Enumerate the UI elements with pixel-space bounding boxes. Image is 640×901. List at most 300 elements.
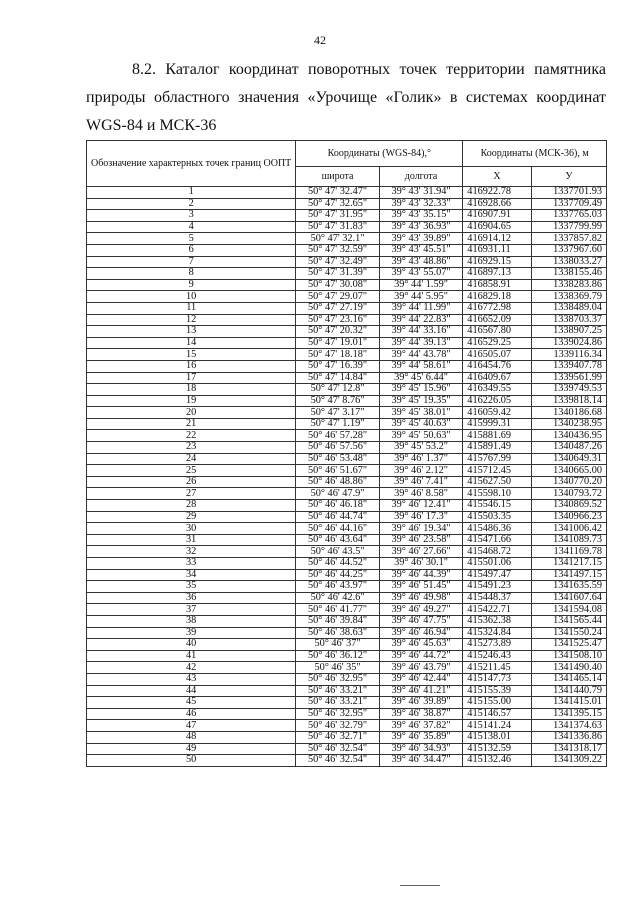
table-row bbox=[87, 581, 607, 593]
x-cell: 416858.91 bbox=[463, 279, 531, 291]
table-row bbox=[87, 615, 607, 627]
table-row bbox=[87, 395, 607, 407]
header-y: У bbox=[531, 167, 606, 187]
y-cell: 1341525.47 bbox=[531, 639, 606, 651]
point-number: 18 bbox=[87, 384, 296, 396]
longitude-cell: 39° 46' 34.47" bbox=[379, 755, 463, 767]
point-number: 43 bbox=[87, 673, 296, 685]
y-cell: 1340186.68 bbox=[531, 407, 606, 419]
longitude-cell: 39° 46' 38.87" bbox=[379, 708, 463, 720]
latitude-cell: 50° 47' 12.8" bbox=[296, 384, 380, 396]
table-row bbox=[87, 592, 607, 604]
point-number: 1 bbox=[87, 187, 296, 199]
longitude-cell: 39° 46' 47.75" bbox=[379, 615, 463, 627]
table-row bbox=[87, 407, 607, 419]
longitude-cell: 39° 45' 38.01" bbox=[379, 407, 463, 419]
x-cell: 415138.01 bbox=[463, 731, 531, 743]
x-cell: 415712.45 bbox=[463, 465, 531, 477]
table-row bbox=[87, 349, 607, 361]
longitude-cell: 39° 46' 43.79" bbox=[379, 662, 463, 674]
table-row bbox=[87, 697, 607, 709]
latitude-cell: 50° 47' 16.39" bbox=[296, 360, 380, 372]
longitude-cell: 39° 46' 2.12" bbox=[379, 465, 463, 477]
longitude-cell: 39° 43' 48.86" bbox=[379, 256, 463, 268]
table-row bbox=[87, 221, 607, 233]
latitude-cell: 50° 46' 43.5" bbox=[296, 546, 380, 558]
y-cell: 1339818.14 bbox=[531, 395, 606, 407]
table-row bbox=[87, 326, 607, 338]
latitude-cell: 50° 46' 48.86" bbox=[296, 476, 380, 488]
point-number: 24 bbox=[87, 453, 296, 465]
y-cell: 1337765.03 bbox=[531, 210, 606, 222]
header-wgs84: Координаты (WGS-84),° bbox=[296, 141, 463, 167]
latitude-cell: 50° 46' 44.74" bbox=[296, 511, 380, 523]
point-number: 35 bbox=[87, 581, 296, 593]
table-body bbox=[87, 187, 607, 767]
latitude-cell: 50° 47' 29.07" bbox=[296, 291, 380, 303]
x-cell: 415497.47 bbox=[463, 569, 531, 581]
x-cell: 415881.69 bbox=[463, 430, 531, 442]
latitude-cell: 50° 47' 27.19" bbox=[296, 302, 380, 314]
x-cell: 415362.38 bbox=[463, 615, 531, 627]
longitude-cell: 39° 46' 12.41" bbox=[379, 500, 463, 512]
header-point-label: Обозначение характерных точек границ ООПТ bbox=[87, 141, 296, 187]
y-cell: 1337709.49 bbox=[531, 198, 606, 210]
point-number: 39 bbox=[87, 627, 296, 639]
latitude-cell: 50° 46' 46.18" bbox=[296, 500, 380, 512]
longitude-cell: 39° 44' 39.13" bbox=[379, 337, 463, 349]
table-row bbox=[87, 569, 607, 581]
y-cell: 1341635.59 bbox=[531, 581, 606, 593]
x-cell: 416931.11 bbox=[463, 244, 531, 256]
latitude-cell: 50° 46' 43.64" bbox=[296, 534, 380, 546]
x-cell: 415273.89 bbox=[463, 639, 531, 651]
point-number: 2 bbox=[87, 198, 296, 210]
x-cell: 415491.23 bbox=[463, 581, 531, 593]
x-cell: 415448.37 bbox=[463, 592, 531, 604]
table-row bbox=[87, 256, 607, 268]
y-cell: 1338907.25 bbox=[531, 326, 606, 338]
latitude-cell: 50° 46' 44.52" bbox=[296, 558, 380, 570]
longitude-cell: 39° 43' 36.93" bbox=[379, 221, 463, 233]
latitude-cell: 50° 47' 18.18" bbox=[296, 349, 380, 361]
x-cell: 415147.73 bbox=[463, 673, 531, 685]
longitude-cell: 39° 46' 51.45" bbox=[379, 581, 463, 593]
table-row bbox=[87, 604, 607, 616]
table-row bbox=[87, 755, 607, 767]
table-row bbox=[87, 465, 607, 477]
y-cell: 1340487.26 bbox=[531, 442, 606, 454]
y-cell: 1338489.04 bbox=[531, 302, 606, 314]
header-longitude: долгота bbox=[379, 167, 463, 187]
x-cell: 415246.43 bbox=[463, 650, 531, 662]
y-cell: 1341565.44 bbox=[531, 615, 606, 627]
x-cell: 416059.42 bbox=[463, 407, 531, 419]
longitude-cell: 39° 43' 55.07" bbox=[379, 268, 463, 280]
table-row bbox=[87, 662, 607, 674]
point-number: 41 bbox=[87, 650, 296, 662]
point-number: 21 bbox=[87, 418, 296, 430]
latitude-cell: 50° 46' 32.95" bbox=[296, 708, 380, 720]
x-cell: 416907.91 bbox=[463, 210, 531, 222]
y-cell: 1338703.37 bbox=[531, 314, 606, 326]
point-number: 45 bbox=[87, 697, 296, 709]
x-cell: 415598.10 bbox=[463, 488, 531, 500]
y-cell: 1341607.64 bbox=[531, 592, 606, 604]
latitude-cell: 50° 46' 36.12" bbox=[296, 650, 380, 662]
y-cell: 1341490.40 bbox=[531, 662, 606, 674]
x-cell: 415486.36 bbox=[463, 523, 531, 535]
point-number: 38 bbox=[87, 615, 296, 627]
point-number: 3 bbox=[87, 210, 296, 222]
table-row bbox=[87, 314, 607, 326]
latitude-cell: 50° 47' 19.01" bbox=[296, 337, 380, 349]
point-number: 13 bbox=[87, 326, 296, 338]
y-cell: 1341440.79 bbox=[531, 685, 606, 697]
x-cell: 415891.49 bbox=[463, 442, 531, 454]
point-number: 10 bbox=[87, 291, 296, 303]
y-cell: 1341318.17 bbox=[531, 743, 606, 755]
point-number: 17 bbox=[87, 372, 296, 384]
table-row bbox=[87, 268, 607, 280]
x-cell: 415132.46 bbox=[463, 755, 531, 767]
coordinates-table bbox=[86, 140, 607, 767]
x-cell: 416454.76 bbox=[463, 360, 531, 372]
point-number: 46 bbox=[87, 708, 296, 720]
y-cell: 1341089.73 bbox=[531, 534, 606, 546]
point-number: 28 bbox=[87, 500, 296, 512]
point-number: 19 bbox=[87, 395, 296, 407]
latitude-cell: 50° 46' 33.21" bbox=[296, 685, 380, 697]
x-cell: 415211.45 bbox=[463, 662, 531, 674]
y-cell: 1339561.99 bbox=[531, 372, 606, 384]
latitude-cell: 50° 46' 32.79" bbox=[296, 720, 380, 732]
x-cell: 416914.12 bbox=[463, 233, 531, 245]
table-row bbox=[87, 500, 607, 512]
longitude-cell: 39° 46' 8.58" bbox=[379, 488, 463, 500]
y-cell: 1341415.01 bbox=[531, 697, 606, 709]
latitude-cell: 50° 47' 32.1" bbox=[296, 233, 380, 245]
longitude-cell: 39° 46' 35.89" bbox=[379, 731, 463, 743]
y-cell: 1340770.20 bbox=[531, 476, 606, 488]
table-row bbox=[87, 430, 607, 442]
point-number: 4 bbox=[87, 221, 296, 233]
latitude-cell: 50° 46' 53.48" bbox=[296, 453, 380, 465]
x-cell: 416226.05 bbox=[463, 395, 531, 407]
x-cell: 415141.24 bbox=[463, 720, 531, 732]
x-cell: 415627.50 bbox=[463, 476, 531, 488]
latitude-cell: 50° 47' 32.65" bbox=[296, 198, 380, 210]
latitude-cell: 50° 46' 32.54" bbox=[296, 743, 380, 755]
y-cell: 1341374.63 bbox=[531, 720, 606, 732]
table-row bbox=[87, 302, 607, 314]
latitude-cell: 50° 46' 32.71" bbox=[296, 731, 380, 743]
header-msk36: Координаты (МСК-36), м bbox=[463, 141, 607, 167]
table-row bbox=[87, 639, 607, 651]
point-number: 8 bbox=[87, 268, 296, 280]
y-cell: 1340869.52 bbox=[531, 500, 606, 512]
point-number: 30 bbox=[87, 523, 296, 535]
x-cell: 416829.18 bbox=[463, 291, 531, 303]
latitude-cell: 50° 47' 32.59" bbox=[296, 244, 380, 256]
latitude-cell: 50° 47' 1.19" bbox=[296, 418, 380, 430]
latitude-cell: 50° 46' 41.77" bbox=[296, 604, 380, 616]
y-cell: 1338369.79 bbox=[531, 291, 606, 303]
point-number: 49 bbox=[87, 743, 296, 755]
longitude-cell: 39° 46' 19.34" bbox=[379, 523, 463, 535]
point-number: 11 bbox=[87, 302, 296, 314]
point-number: 12 bbox=[87, 314, 296, 326]
longitude-cell: 39° 46' 37.82" bbox=[379, 720, 463, 732]
table-row bbox=[87, 708, 607, 720]
latitude-cell: 50° 47' 32.47" bbox=[296, 187, 380, 199]
longitude-cell: 39° 46' 17.3" bbox=[379, 511, 463, 523]
point-number: 42 bbox=[87, 662, 296, 674]
longitude-cell: 39° 45' 15.96" bbox=[379, 384, 463, 396]
longitude-cell: 39° 46' 49.27" bbox=[379, 604, 463, 616]
heading-line-2: природы областного значения «Урочище «Голик» в системах координат bbox=[86, 89, 606, 106]
y-cell: 1341006.42 bbox=[531, 523, 606, 535]
table-row bbox=[87, 546, 607, 558]
page-number: 42 bbox=[314, 33, 326, 47]
longitude-cell: 39° 44' 5.95" bbox=[379, 291, 463, 303]
point-number: 32 bbox=[87, 546, 296, 558]
longitude-cell: 39° 43' 39.89" bbox=[379, 233, 463, 245]
longitude-cell: 39° 45' 6.44" bbox=[379, 372, 463, 384]
x-cell: 416529.25 bbox=[463, 337, 531, 349]
y-cell: 1341508.10 bbox=[531, 650, 606, 662]
longitude-cell: 39° 43' 45.51" bbox=[379, 244, 463, 256]
y-cell: 1341465.14 bbox=[531, 673, 606, 685]
longitude-cell: 39° 46' 34.93" bbox=[379, 743, 463, 755]
y-cell: 1340436.95 bbox=[531, 430, 606, 442]
footer-divider bbox=[400, 885, 440, 886]
table-row bbox=[87, 210, 607, 222]
y-cell: 1340966.23 bbox=[531, 511, 606, 523]
table-row bbox=[87, 673, 607, 685]
longitude-cell: 39° 46' 39.89" bbox=[379, 697, 463, 709]
latitude-cell: 50° 46' 44.16" bbox=[296, 523, 380, 535]
table-row bbox=[87, 442, 607, 454]
x-cell: 416567.80 bbox=[463, 326, 531, 338]
latitude-cell: 50° 46' 37" bbox=[296, 639, 380, 651]
latitude-cell: 50° 46' 43.97" bbox=[296, 581, 380, 593]
longitude-cell: 39° 46' 23.58" bbox=[379, 534, 463, 546]
point-number: 26 bbox=[87, 476, 296, 488]
x-cell: 415767.99 bbox=[463, 453, 531, 465]
longitude-cell: 39° 43' 31.94" bbox=[379, 187, 463, 199]
table-row bbox=[87, 418, 607, 430]
table-row bbox=[87, 360, 607, 372]
point-number: 22 bbox=[87, 430, 296, 442]
x-cell: 416929.15 bbox=[463, 256, 531, 268]
y-cell: 1340665.00 bbox=[531, 465, 606, 477]
table-row bbox=[87, 337, 607, 349]
longitude-cell: 39° 46' 45.63" bbox=[379, 639, 463, 651]
longitude-cell: 39° 43' 32.33" bbox=[379, 198, 463, 210]
table-row bbox=[87, 476, 607, 488]
y-cell: 1341169.78 bbox=[531, 546, 606, 558]
longitude-cell: 39° 46' 44.39" bbox=[379, 569, 463, 581]
latitude-cell: 50° 46' 47.9" bbox=[296, 488, 380, 500]
point-number: 5 bbox=[87, 233, 296, 245]
point-number: 25 bbox=[87, 465, 296, 477]
y-cell: 1338155.46 bbox=[531, 268, 606, 280]
point-number: 40 bbox=[87, 639, 296, 651]
table-row bbox=[87, 523, 607, 535]
x-cell: 416897.13 bbox=[463, 268, 531, 280]
longitude-cell: 39° 44' 22.83" bbox=[379, 314, 463, 326]
x-cell: 415999.31 bbox=[463, 418, 531, 430]
y-cell: 1341309.22 bbox=[531, 755, 606, 767]
longitude-cell: 39° 45' 53.2" bbox=[379, 442, 463, 454]
y-cell: 1337857.82 bbox=[531, 233, 606, 245]
latitude-cell: 50° 46' 44.25" bbox=[296, 569, 380, 581]
longitude-cell: 39° 45' 19.35" bbox=[379, 395, 463, 407]
x-cell: 415422.71 bbox=[463, 604, 531, 616]
latitude-cell: 50° 47' 14.84" bbox=[296, 372, 380, 384]
x-cell: 415501.06 bbox=[463, 558, 531, 570]
longitude-cell: 39° 46' 42.44" bbox=[379, 673, 463, 685]
header-latitude: широта bbox=[296, 167, 380, 187]
latitude-cell: 50° 46' 32.95" bbox=[296, 673, 380, 685]
latitude-cell: 50° 46' 35" bbox=[296, 662, 380, 674]
latitude-cell: 50° 47' 31.95" bbox=[296, 210, 380, 222]
y-cell: 1339749.53 bbox=[531, 384, 606, 396]
point-number: 14 bbox=[87, 337, 296, 349]
point-number: 31 bbox=[87, 534, 296, 546]
table-row bbox=[87, 511, 607, 523]
point-number: 34 bbox=[87, 569, 296, 581]
longitude-cell: 39° 46' 46.94" bbox=[379, 627, 463, 639]
table-row bbox=[87, 650, 607, 662]
x-cell: 416904.65 bbox=[463, 221, 531, 233]
table-row bbox=[87, 187, 607, 199]
x-cell: 415468.72 bbox=[463, 546, 531, 558]
table-row bbox=[87, 743, 607, 755]
x-cell: 415155.39 bbox=[463, 685, 531, 697]
y-cell: 1341336.86 bbox=[531, 731, 606, 743]
point-number: 6 bbox=[87, 244, 296, 256]
x-cell: 415471.66 bbox=[463, 534, 531, 546]
point-number: 15 bbox=[87, 349, 296, 361]
header-x: X bbox=[463, 167, 531, 187]
point-number: 29 bbox=[87, 511, 296, 523]
table-row bbox=[87, 720, 607, 732]
point-number: 7 bbox=[87, 256, 296, 268]
table-row bbox=[87, 291, 607, 303]
table-row bbox=[87, 244, 607, 256]
latitude-cell: 50° 47' 8.76" bbox=[296, 395, 380, 407]
point-number: 9 bbox=[87, 279, 296, 291]
y-cell: 1338283.86 bbox=[531, 279, 606, 291]
x-cell: 416928.66 bbox=[463, 198, 531, 210]
longitude-cell: 39° 43' 35.15" bbox=[379, 210, 463, 222]
y-cell: 1337701.93 bbox=[531, 187, 606, 199]
heading-line-1: 8.2. Каталог координат поворотных точек территории памятника bbox=[132, 61, 606, 78]
table-row bbox=[87, 453, 607, 465]
table-row bbox=[87, 534, 607, 546]
longitude-cell: 39° 46' 1.37" bbox=[379, 453, 463, 465]
latitude-cell: 50° 46' 32.54" bbox=[296, 755, 380, 767]
table-row bbox=[87, 627, 607, 639]
x-cell: 415546.15 bbox=[463, 500, 531, 512]
latitude-cell: 50° 46' 33.21" bbox=[296, 697, 380, 709]
y-cell: 1340238.95 bbox=[531, 418, 606, 430]
latitude-cell: 50° 46' 39.84" bbox=[296, 615, 380, 627]
y-cell: 1341550.24 bbox=[531, 627, 606, 639]
x-cell: 415155.00 bbox=[463, 697, 531, 709]
x-cell: 416772.98 bbox=[463, 302, 531, 314]
longitude-cell: 39° 45' 50.63" bbox=[379, 430, 463, 442]
table-row bbox=[87, 372, 607, 384]
x-cell: 415503.35 bbox=[463, 511, 531, 523]
point-number: 33 bbox=[87, 558, 296, 570]
point-number: 47 bbox=[87, 720, 296, 732]
latitude-cell: 50° 47' 32.49" bbox=[296, 256, 380, 268]
longitude-cell: 39° 44' 1.59" bbox=[379, 279, 463, 291]
latitude-cell: 50° 46' 57.28" bbox=[296, 430, 380, 442]
y-cell: 1337967.60 bbox=[531, 244, 606, 256]
point-number: 27 bbox=[87, 488, 296, 500]
point-number: 48 bbox=[87, 731, 296, 743]
heading-line-3: WGS-84 и МСК-36 bbox=[86, 117, 217, 134]
y-cell: 1338033.27 bbox=[531, 256, 606, 268]
latitude-cell: 50° 46' 51.67" bbox=[296, 465, 380, 477]
x-cell: 416505.07 bbox=[463, 349, 531, 361]
y-cell: 1340649.31 bbox=[531, 453, 606, 465]
latitude-cell: 50° 47' 31.39" bbox=[296, 268, 380, 280]
latitude-cell: 50° 47' 23.16" bbox=[296, 314, 380, 326]
x-cell: 415324.84 bbox=[463, 627, 531, 639]
latitude-cell: 50° 47' 31.83" bbox=[296, 221, 380, 233]
latitude-cell: 50° 47' 20.32" bbox=[296, 326, 380, 338]
longitude-cell: 39° 46' 30.1" bbox=[379, 558, 463, 570]
table-row bbox=[87, 384, 607, 396]
point-number: 37 bbox=[87, 604, 296, 616]
point-number: 50 bbox=[87, 755, 296, 767]
x-cell: 416409.67 bbox=[463, 372, 531, 384]
table-row bbox=[87, 198, 607, 210]
longitude-cell: 39° 46' 44.72" bbox=[379, 650, 463, 662]
x-cell: 416652.09 bbox=[463, 314, 531, 326]
y-cell: 1341217.15 bbox=[531, 558, 606, 570]
longitude-cell: 39° 44' 43.78" bbox=[379, 349, 463, 361]
point-number: 16 bbox=[87, 360, 296, 372]
y-cell: 1341594.08 bbox=[531, 604, 606, 616]
longitude-cell: 39° 44' 33.16" bbox=[379, 326, 463, 338]
table-row bbox=[87, 558, 607, 570]
point-number: 36 bbox=[87, 592, 296, 604]
latitude-cell: 50° 46' 38.63" bbox=[296, 627, 380, 639]
longitude-cell: 39° 46' 7.41" bbox=[379, 476, 463, 488]
y-cell: 1337799.99 bbox=[531, 221, 606, 233]
table-row bbox=[87, 731, 607, 743]
x-cell: 415132.59 bbox=[463, 743, 531, 755]
point-number: 44 bbox=[87, 685, 296, 697]
table-row bbox=[87, 488, 607, 500]
latitude-cell: 50° 46' 42.6" bbox=[296, 592, 380, 604]
x-cell: 416922.78 bbox=[463, 187, 531, 199]
y-cell: 1339116.34 bbox=[531, 349, 606, 361]
x-cell: 415146.57 bbox=[463, 708, 531, 720]
point-number: 23 bbox=[87, 442, 296, 454]
table-row bbox=[87, 685, 607, 697]
point-number: 20 bbox=[87, 407, 296, 419]
y-cell: 1339407.78 bbox=[531, 360, 606, 372]
longitude-cell: 39° 46' 41.21" bbox=[379, 685, 463, 697]
table-row bbox=[87, 233, 607, 245]
